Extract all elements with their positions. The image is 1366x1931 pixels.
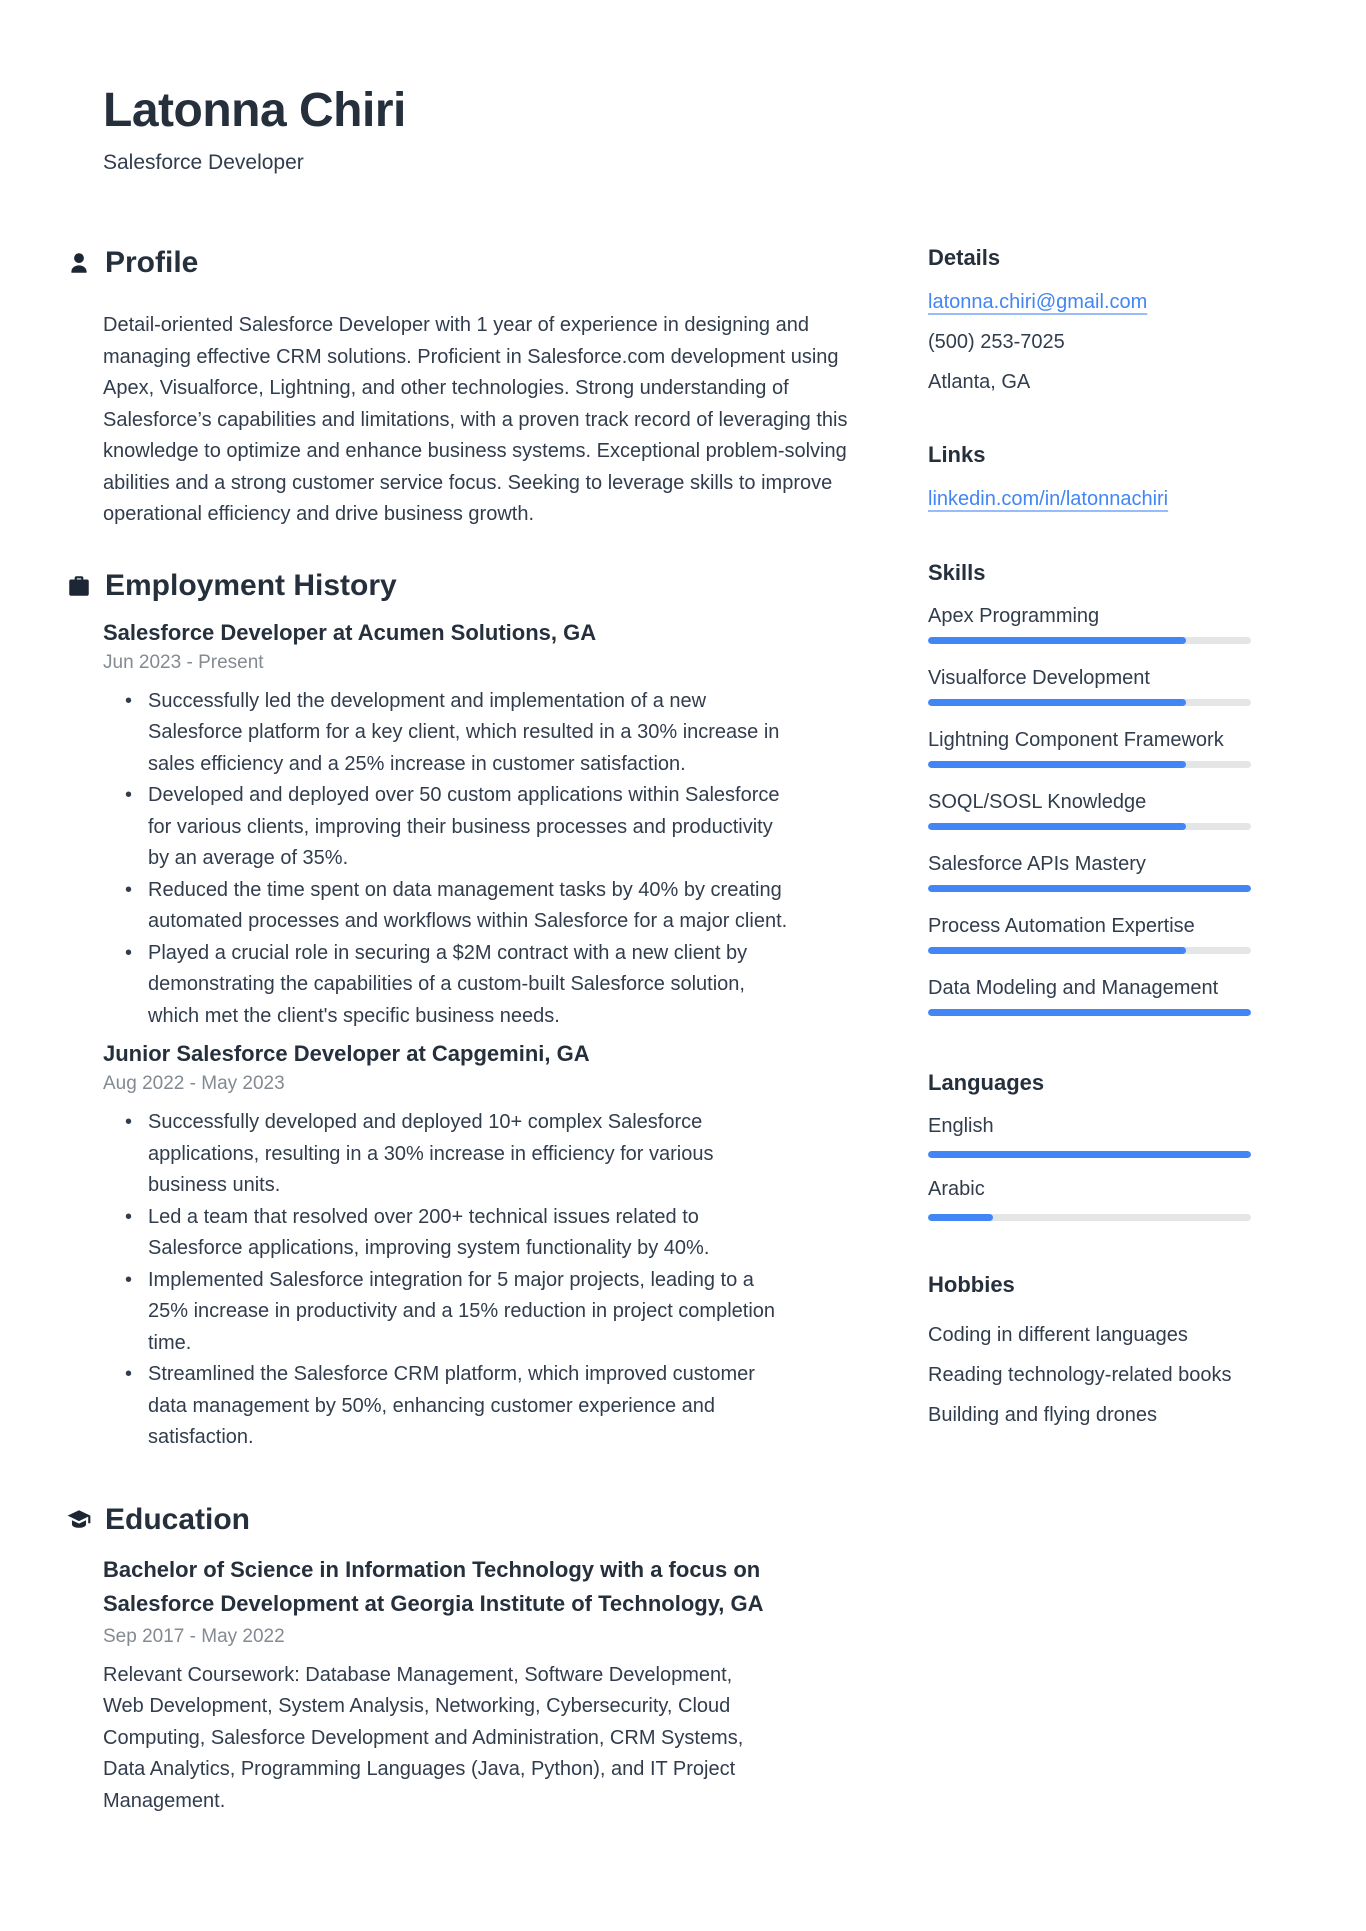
skill-bar-track [928, 761, 1251, 768]
hobby-item: Building and flying drones [928, 1404, 1158, 1426]
bullet-item: • Reduced the time spent on data management tasks by 40% by creating automated processes and workflows within Salesforce for a major client. [103, 875, 793, 938]
skill-bar-fill [928, 637, 1186, 644]
linkedin-link[interactable]: linkedin.com/in/latonnachiri [928, 488, 1169, 510]
email-link[interactable]: latonna.chiri@gmail.com [928, 291, 1148, 313]
skill-bar-fill [928, 823, 1186, 830]
skill-label: Lightning Component Framework [928, 729, 1224, 751]
job-dates: Aug 2022 - May 2023 [103, 1073, 285, 1094]
skill-bar-track [928, 1151, 1251, 1158]
hobbies-heading: Hobbies [928, 1272, 1015, 1297]
candidate-job-title: Salesforce Developer [103, 151, 304, 174]
details-heading: Details [928, 245, 1001, 270]
skill-item [928, 1177, 1251, 1221]
skill-item [928, 790, 1251, 830]
job-bullet-list [103, 1107, 848, 1454]
hobby-item: Coding in different languages [928, 1324, 1188, 1346]
job-entry [103, 619, 848, 1033]
profile-section [103, 245, 848, 531]
bullet-item: • Streamlined the Salesforce CRM platform, which improved customer data management by 50%, enhancing customer experience and satisfaction. [103, 1359, 793, 1454]
content-columns [103, 245, 1251, 1817]
skill-bar-track [928, 885, 1251, 892]
skill-item [928, 976, 1251, 1016]
skill-bar-fill [928, 761, 1186, 768]
links-section [928, 442, 1251, 519]
profile-heading: Profile [105, 246, 199, 279]
education-heading: Education [105, 1502, 251, 1536]
hobby-item: Reading technology-related books [928, 1364, 1232, 1386]
hobbies-section [928, 1272, 1251, 1435]
location: Atlanta, GA [928, 371, 1031, 393]
skill-list [928, 604, 1251, 1016]
skill-bar-fill [928, 1214, 993, 1221]
skill-item [928, 914, 1251, 954]
job-dates: Jun 2023 - Present [103, 651, 264, 673]
graduation-cap-icon [66, 1507, 92, 1533]
education-section [103, 1502, 848, 1818]
employment-section [103, 568, 848, 1454]
skill-bar-fill [928, 699, 1186, 706]
job-list [103, 619, 848, 1454]
skill-bar-fill [928, 947, 1186, 954]
skill-item [928, 666, 1251, 706]
skill-bar-track [928, 1009, 1251, 1016]
skill-item [928, 852, 1251, 892]
skill-label: Apex Programming [928, 605, 1100, 627]
skill-label: SOQL/SOSL Knowledge [928, 791, 1147, 813]
skill-item [928, 604, 1251, 644]
person-icon [66, 250, 92, 276]
header [103, 0, 1251, 176]
skill-label: Salesforce APIs Mastery [928, 853, 1146, 875]
degree-title: Bachelor of Science in Information Technology with a focus on Salesforce Development at Georgia Institute of Technology, GA [103, 1556, 764, 1616]
candidate-name: Latonna Chiri [103, 84, 406, 137]
job-entry [103, 1040, 848, 1454]
bullet-item: • Successfully led the development and implementation of a new Salesforce platform for a key client, which resulted in a 30% increase in sales efficiency and a 25% increase in customer satisfaction. [103, 686, 793, 781]
profile-section-heading-row [66, 245, 848, 281]
bullet-item: • Implemented Salesforce integration for 5 major projects, leading to a 25% increase in productivity and a 15% reduction in project completion time. [103, 1265, 793, 1360]
skill-label: Visualforce Development [928, 667, 1150, 689]
skill-bar-track [928, 1214, 1251, 1221]
employment-section-heading-row [66, 568, 848, 604]
hobby-list [928, 1315, 1251, 1435]
skill-label: Arabic [928, 1178, 985, 1200]
skill-bar-track [928, 637, 1251, 644]
job-title: Junior Salesforce Developer at Capgemini, GA [103, 1041, 590, 1066]
job-bullet-list [103, 686, 848, 1033]
languages-section [928, 1070, 1251, 1221]
briefcase-icon [66, 573, 92, 599]
skills-section [928, 560, 1251, 1016]
skill-bar-track [928, 947, 1251, 954]
details-section [928, 245, 1251, 402]
education-dates: Sep 2017 - May 2022 [103, 1625, 285, 1647]
skill-label: Process Automation Expertise [928, 915, 1195, 937]
education-section-heading-row [66, 1502, 848, 1538]
education-description: Relevant Coursework: Database Management, Software Development, Web Development, System Analysis, Networking, Cybersecurity, Cloud Computing, Salesforce Development and Administration, CRM Systems, Data Analytics, Programming Languages (Java, Python), and IT Project Management. [103, 1663, 744, 1812]
language-list [928, 1114, 1251, 1221]
job-title: Salesforce Developer at Acumen Solutions, GA [103, 619, 597, 645]
main-column [103, 245, 848, 1817]
skill-label: English [928, 1115, 994, 1137]
sidebar [928, 245, 1251, 1435]
profile-summary: Detail-oriented Salesforce Developer with 1 year of experience in designing and managing effective CRM solutions. Proficient in Salesforce.com development using Apex, Visualforce, Lightning, and other technologies. Strong understanding of Salesforce’s capabilities and limitations, with a proven track record of leveraging this knowledge to optimize and enhance business systems. Exceptional problem-solving abilities and a strong customer service focus. Seeking to leverage skills to improve operational efficiency and drive business growth. [103, 314, 848, 525]
phone-number: (500) 253-7025 [928, 331, 1065, 353]
skills-heading: Skills [928, 560, 986, 585]
links-heading: Links [928, 442, 986, 467]
bullet-item: • Played a crucial role in securing a $2M contract with a new client by demonstrating the capabilities of a custom-built Salesforce solution, which met the client's specific business needs. [103, 938, 793, 1033]
bullet-item: • Developed and deployed over 50 custom applications within Salesforce for various clients, improving their business processes and productivity by an average of 35%. [103, 780, 793, 875]
skill-bar-fill [928, 1151, 1251, 1158]
skill-bar-track [928, 823, 1251, 830]
skill-bar-fill [928, 885, 1251, 892]
skill-bar-fill [928, 1009, 1251, 1016]
bullet-item: • Led a team that resolved over 200+ technical issues related to Salesforce applications, improving system functionality by 40%. [103, 1202, 793, 1265]
skill-bar-track [928, 699, 1251, 706]
skill-item [928, 1114, 1251, 1158]
bullet-item: • Successfully developed and deployed 10+ complex Salesforce applications, resulting in a 30% increase in efficiency for various business units. [103, 1107, 793, 1202]
skill-item [928, 728, 1251, 768]
languages-heading: Languages [928, 1070, 1045, 1095]
employment-heading: Employment History [105, 568, 397, 602]
skill-label: Data Modeling and Management [928, 977, 1219, 999]
